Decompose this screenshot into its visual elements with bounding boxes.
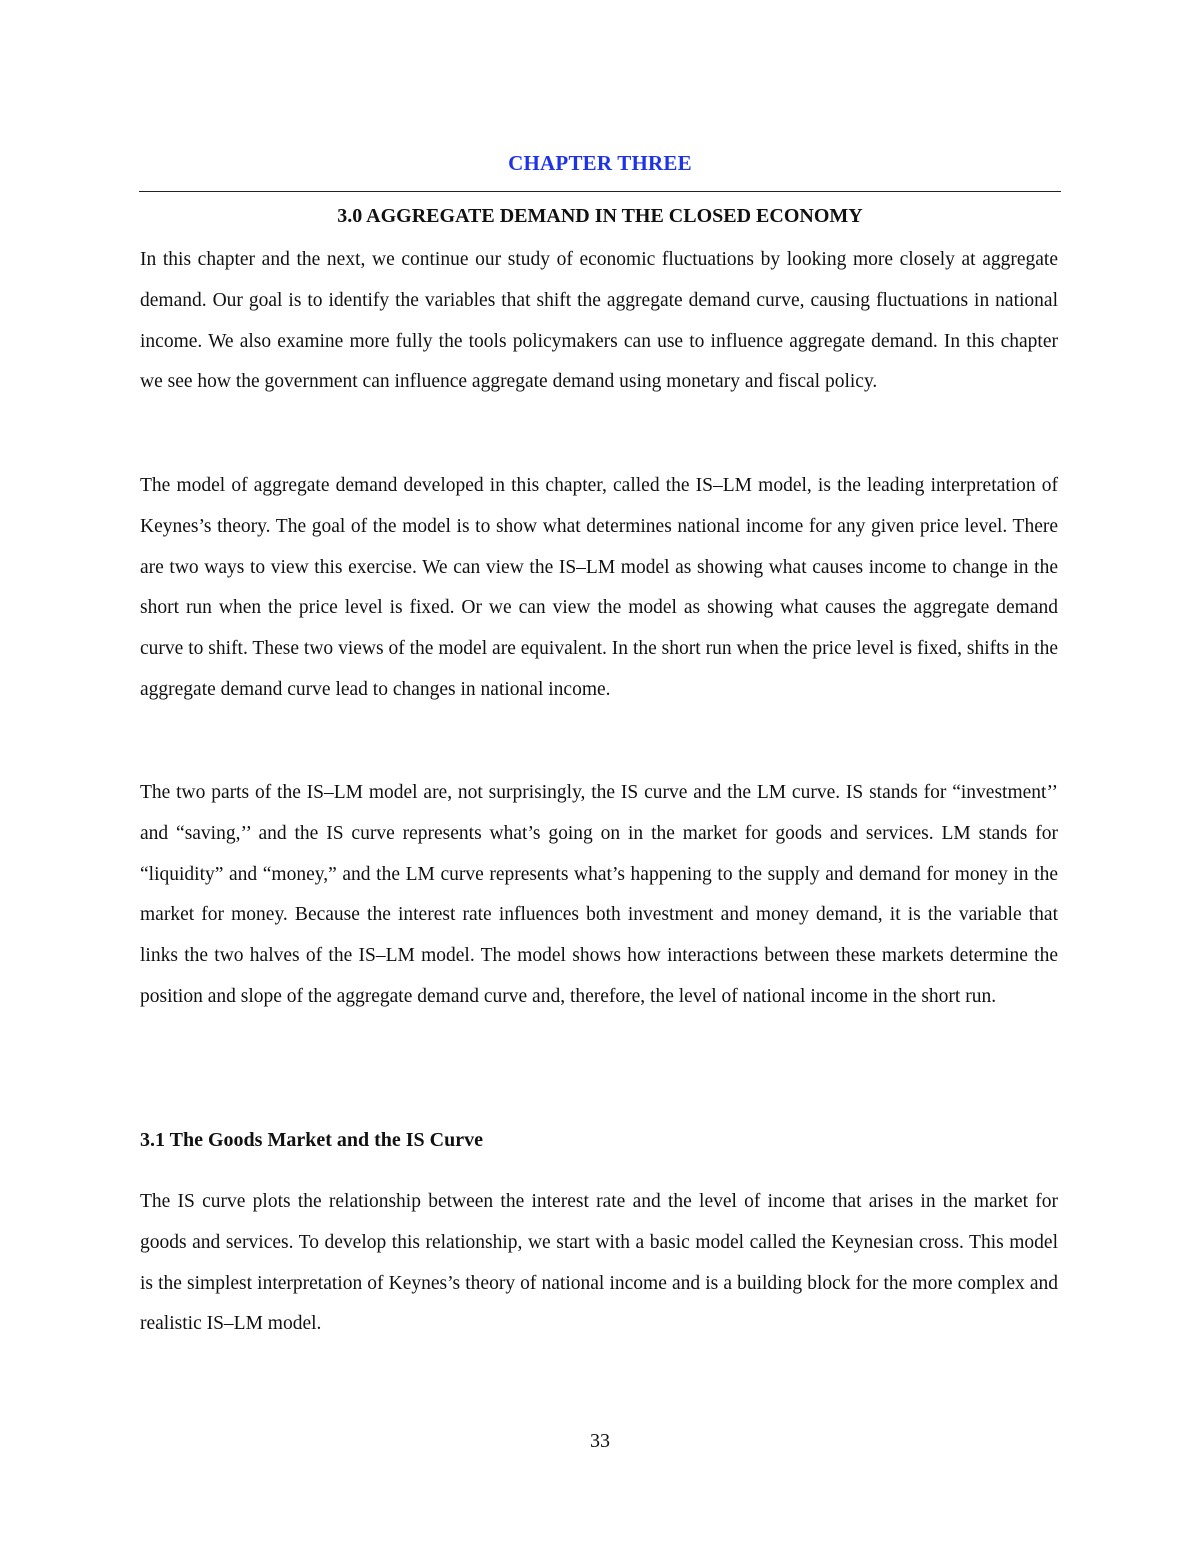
paragraph-intro: In this chapter and the next, we continue our study of economic fluctuations by looking more closely at aggregate demand. Our goal is to identify the variables that shift the aggregate demand curve, causing fluctuations in national income. We also examine more fully the tools policymakers can use to influence aggregate demand. In this chapter we see how the government can influence aggregate demand using monetary and fiscal policy.	[140, 249, 1058, 393]
chapter-label: CHAPTER THREE	[508, 151, 692, 175]
chapter-title: 3.0 AGGREGATE DEMAND IN THE CLOSED ECONOMY	[337, 205, 863, 227]
paragraph-is-lm-parts: The two parts of the IS–LM model are, not surprisingly, the IS curve and the LM curve. IS stands for “investment’’ and “saving,’’ and the IS curve represents what’s going on in the market for goods and services. LM stands for “liquidity” and “money,” and the LM curve represents what’s happening to the supply and demand for money in the market for money. Because the interest rate influences both investment and money demand, it is the variable that links the two halves of the IS–LM model. The model shows how interactions between these markets determine the position and slope of the aggregate demand curve and, therefore, the level of national income in the short run.	[140, 782, 1058, 1007]
paragraph-is-curve: The IS curve plots the relationship between the interest rate and the level of income that arises in the market for goods and services. To develop this relationship, we start with a basic model called the Keynesian cross. This model is the simplest interpretation of Keynes’s theory of national income and is a building block for the more complex and realistic IS–LM model.	[140, 1191, 1058, 1335]
chapter-divider	[139, 191, 1061, 192]
paragraph-model: The model of aggregate demand developed in this chapter, called the IS–LM model, is the leading interpretation of Keynes’s theory. The goal of the model is to show what determines national income for any given price level. There are two ways to view this exercise. We can view the IS–LM model as showing what causes income to change in the short run when the price level is fixed. Or we can view the model as showing what causes the aggregate demand curve to shift. These two views of the model are equivalent. In the short run when the price level is fixed, shifts in the aggregate demand curve lead to changes in national income.	[140, 475, 1058, 700]
page-number: 33	[590, 1430, 610, 1452]
section-heading: 3.1 The Goods Market and the IS Curve	[140, 1129, 483, 1151]
